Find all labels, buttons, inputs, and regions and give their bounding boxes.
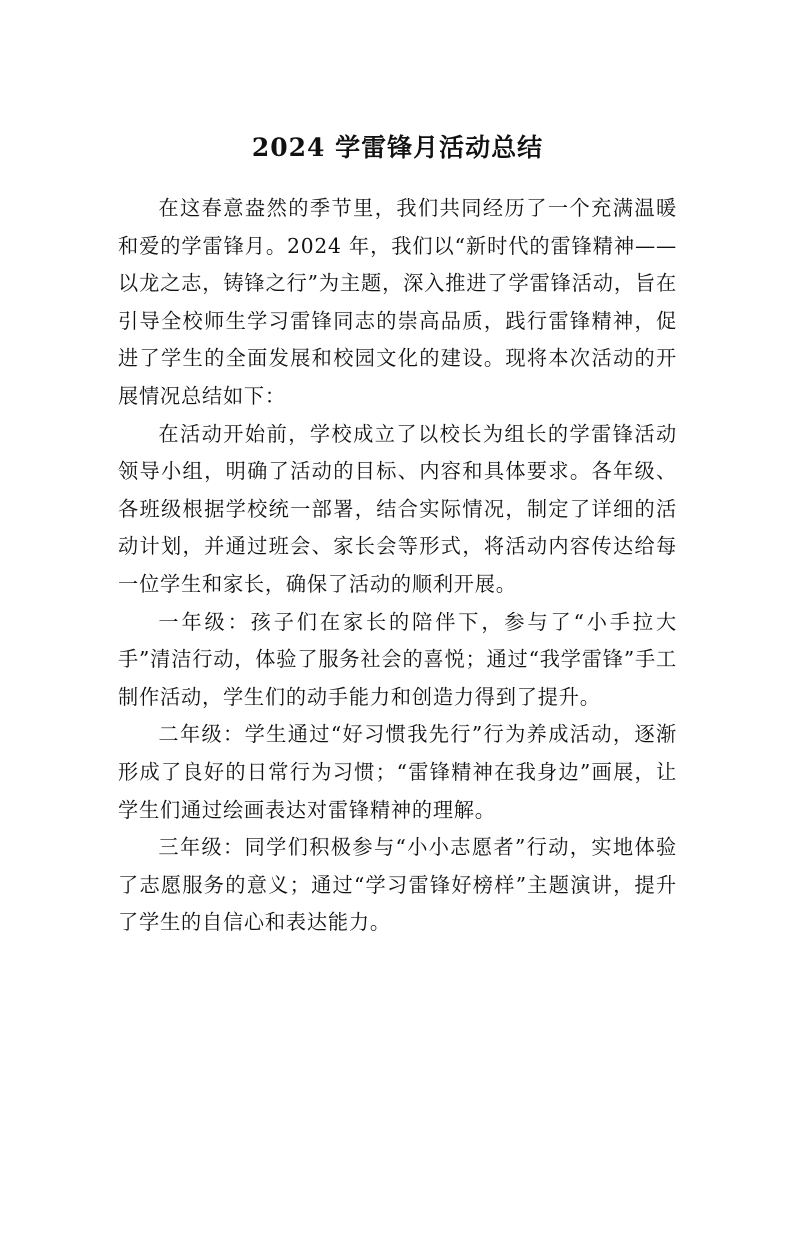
document-body (118, 190, 677, 942)
paragraph-grade-2: 二年级：学生通过“好习惯我先行”行为养成活动，逐渐形成了良好的日常行为习惯；“雷锋精神在我身边”画展，让学生们通过绘画表达对雷锋精神的理解。 (118, 722, 677, 822)
paragraph-grade-1: 一年级：孩子们在家长的陪伴下，参与了“小手拉大手”清洁行动，体验了服务社会的喜悦；通过“我学雷锋”手工制作活动，学生们的动手能力和创造力得到了提升。 (118, 609, 677, 709)
paragraph-preparation: 在活动开始前，学校成立了以校长为组长的学雷锋活动领导小组，明确了活动的目标、内容和具体要求。各年级、各班级根据学校统一部署，结合实际情况，制定了详细的活动计划，并通过班会、家长会等形式，将活动内容传达给每一位学生和家长，确保了活动的顺利开展。 (118, 421, 677, 596)
document-title: 2024 学雷锋月活动总结 (251, 133, 544, 162)
paragraph-grade-3: 三年级：同学们积极参与“小小志愿者”行动，实地体验了志愿服务的意义；通过“学习雷锋好榜样”主题演讲，提升了学生的自信心和表达能力。 (118, 835, 677, 935)
paragraph-intro: 在这春意盎然的季节里，我们共同经历了一个充满温暖和爱的学雷锋月。2024 年，我们以“新时代的雷锋精神——以龙之志，铸锋之行”为主题，深入推进了学雷锋活动，旨在引导全校师生学习雷锋同志的崇高品质，践行雷锋精神，促进了学生的全面发展和校园文化的建设。现将本次活动的开展情况总结如下： (118, 196, 677, 408)
document-page (0, 128, 793, 1250)
